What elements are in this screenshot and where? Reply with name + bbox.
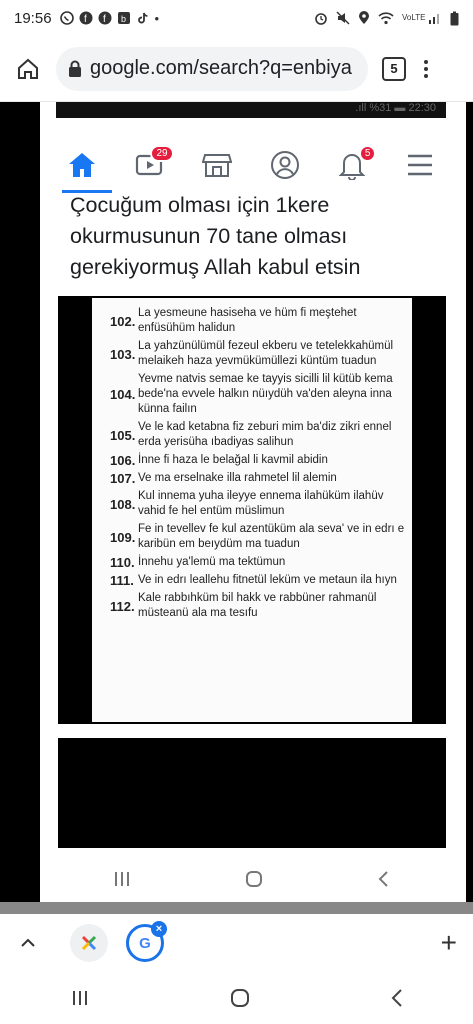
svg-text:b: b [120, 13, 126, 24]
address-bar[interactable] [56, 47, 368, 91]
verse-row [110, 372, 406, 417]
tab-google[interactable] [126, 924, 164, 962]
more-menu-button[interactable] [424, 60, 428, 78]
verse-row [110, 339, 406, 369]
watch-badge: 29 [150, 145, 173, 162]
back-icon [376, 870, 390, 888]
post-photo [58, 296, 446, 724]
verse-number: 106. [110, 453, 136, 468]
svg-text:f: f [83, 13, 87, 25]
location-icon [358, 11, 370, 25]
verse-number: 110. [110, 555, 135, 570]
fb-watch-tab [130, 145, 170, 185]
verse-row [110, 573, 406, 588]
browser-home-button[interactable] [10, 51, 46, 87]
wifi-icon [378, 11, 394, 25]
verse-text: Ve ma erselnake illa rahmetel lil alemin [138, 472, 337, 484]
tab-strip-divider [0, 902, 473, 914]
verse-row [110, 489, 406, 519]
recents-icon[interactable] [70, 989, 90, 1007]
notification-icons [60, 11, 160, 26]
screenshot-nav-bar [56, 856, 446, 902]
close-tab-button[interactable]: × [151, 921, 167, 937]
page-content[interactable] [0, 102, 473, 902]
verse-text: Kale rabbıhküm bil hakk ve rabbüner rahmanül müsteanü ala ma tesıfu [138, 592, 377, 619]
verse-number: 104. [110, 387, 136, 402]
verse-row [110, 306, 406, 336]
verse-row [110, 453, 406, 468]
verse-text: La yahzünülümül fezeul ekberu ve tetelekkahümül melaikeh haza yevmükümüllezi küntüm tuadun [138, 340, 394, 367]
system-nav-bar [0, 972, 473, 1024]
verse-text: Kul innema yuha ileyye ennema ilahüküm ilahüv vahid fe hel entüm müslimun [138, 490, 384, 517]
tab-strip [0, 914, 473, 972]
whatsapp-icon [60, 11, 74, 25]
notification-dot: • [154, 10, 160, 26]
lock-icon [68, 60, 82, 78]
battery-icon [450, 11, 459, 26]
tab-pinwheel[interactable] [70, 924, 108, 962]
verse-text: Ve le kad ketabna fiz zeburi mim ba'diz zikri ennel erda yerisüha ıbadiyas salihun [138, 421, 392, 448]
verse-number: 107. [110, 471, 136, 486]
facebook-nav [56, 142, 446, 188]
verse-row [110, 471, 406, 486]
verse-number: 102. [110, 313, 136, 329]
b-app-icon [117, 11, 131, 25]
collapse-tabs-button[interactable] [16, 931, 40, 955]
profile-icon [270, 150, 300, 180]
verse-row [110, 420, 406, 450]
google-icon: G [139, 934, 151, 952]
verse-text: La yesmeune hasiseha ve hüm fi meştehet enfüsühüm halidun [138, 307, 357, 334]
browser-toolbar [0, 36, 473, 102]
tab-switcher-button[interactable]: 5 [382, 57, 406, 81]
facebook-icon [98, 11, 112, 25]
verse-text: Fe in tevellev fe kul azentüküm ala seva' ve in edrı e karibün em beıydüm ma tuadun [138, 523, 405, 550]
verse-text: Ve in edrı leallehu fitnetül leküm ve metaun ila hıyn [138, 574, 397, 586]
embedded-screenshot[interactable] [40, 102, 466, 902]
home-icon [67, 151, 97, 179]
verse-number: 111. [110, 573, 134, 588]
menu-dot [424, 74, 428, 78]
facebook-icon [79, 11, 93, 25]
post-text: Çocuğum olması için 1kere okurmusunun 70 tane olması gerekiyormuş Allah kabul etsin [70, 193, 361, 279]
new-tab-button[interactable]: + [440, 927, 457, 958]
verse-number: 108. [110, 496, 136, 512]
svg-text:f: f [102, 13, 106, 25]
verse-number: 109. [110, 529, 136, 545]
verse-row [110, 555, 406, 570]
home-circle-icon [244, 869, 264, 889]
status-time: 19:56 [14, 9, 52, 27]
fb-marketplace-tab [197, 145, 237, 185]
volte-icon: VoLTE [402, 13, 426, 22]
home-outline-icon [16, 57, 40, 81]
recents-icon [112, 870, 132, 888]
verse-text: İnne fi haza le belağal li kavmil abidin [138, 454, 328, 466]
black-image-area [58, 738, 446, 848]
status-bar [0, 0, 473, 36]
marketplace-icon [202, 151, 232, 179]
verse-row [110, 522, 406, 552]
screenshot-status-fragment: .ıll %31 ▬ 22:30 [56, 102, 446, 118]
menu-dot [424, 60, 428, 64]
notifications-badge: 5 [359, 145, 377, 162]
fb-notifications-tab [332, 145, 372, 185]
chevron-up-icon [20, 938, 36, 948]
verse-text: Yevme natvis semae ke tayyis sicilli lil kütüb kema bede'na evvele halkın nüıydüh va'den aleyna inna künna failın [138, 373, 393, 415]
mute-icon [336, 11, 350, 25]
verse-row [110, 591, 406, 621]
tiktok-icon [136, 11, 150, 25]
verse-number: 105. [110, 427, 136, 443]
verse-number: 112. [110, 598, 135, 614]
verse-number: 103. [110, 346, 136, 362]
url-text: google.com/search?q=enbiya [90, 57, 352, 79]
fb-menu-tab [400, 145, 440, 185]
fb-home-tab [62, 145, 102, 185]
pinwheel-icon [79, 933, 99, 953]
fb-profile-tab [265, 145, 305, 185]
prayer-text-page [92, 298, 412, 722]
back-icon[interactable] [390, 988, 404, 1008]
alarm-icon [314, 11, 328, 25]
verse-text: İnnehu ya'lemü ma tektümun [138, 556, 286, 568]
home-circle-icon[interactable] [229, 987, 251, 1009]
menu-dot [424, 67, 428, 71]
menu-icon [406, 153, 434, 177]
signal-icon [428, 11, 442, 25]
